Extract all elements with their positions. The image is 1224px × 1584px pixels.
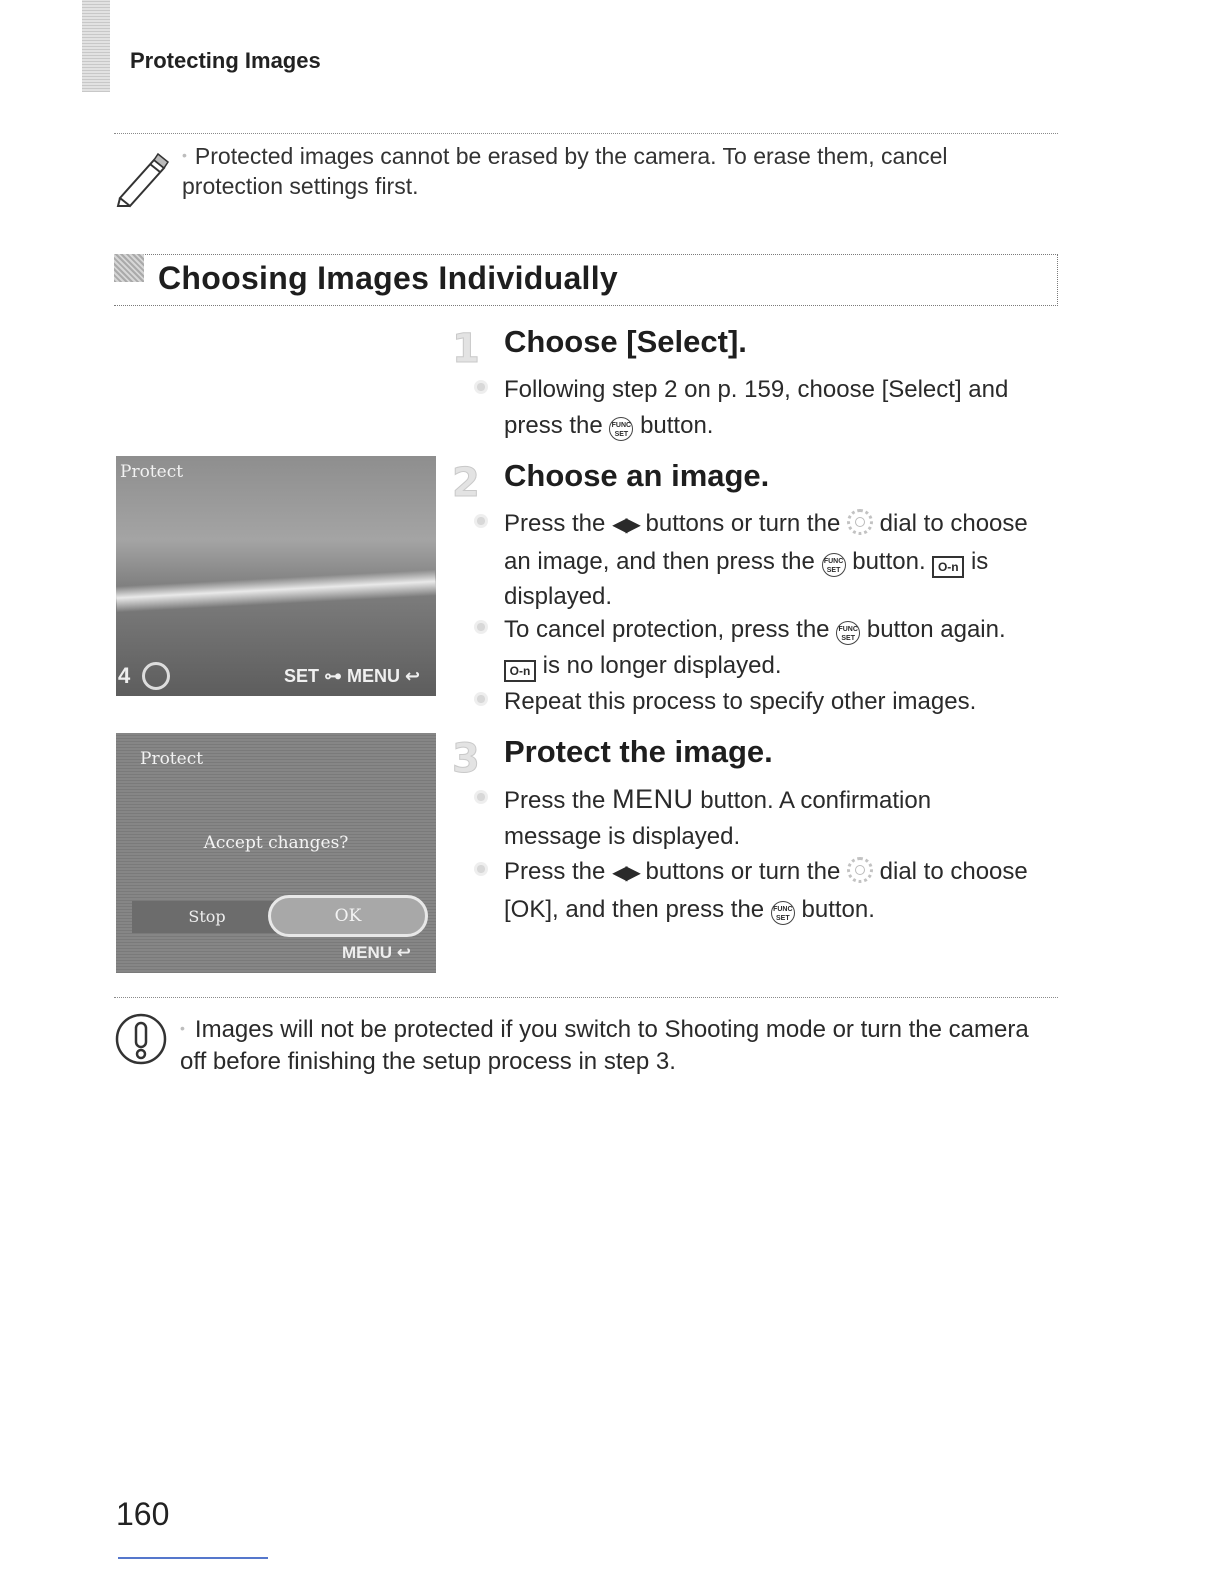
running-header: Protecting Images — [130, 48, 321, 73]
divider-top — [114, 133, 1058, 134]
note-body: Protected images cannot be erased by the camera. To erase them, cancel protection settings first. — [182, 143, 948, 199]
func-set-button-icon — [771, 901, 795, 925]
screen2-menu-return: MENU ↩ — [342, 943, 412, 962]
step-2-bullet-3 — [504, 684, 1064, 720]
header-side-bar — [82, 0, 110, 92]
func-icon-top: FUNC — [773, 905, 793, 913]
left-right-arrows-icon: ◀▶ — [612, 862, 639, 884]
section-heading-tab — [114, 254, 144, 282]
text-run: dial to choose [OK], and then press the — [504, 858, 1028, 923]
bullet-dot — [474, 692, 488, 706]
camera-screen-accept-changes — [116, 733, 436, 973]
caution-bullet: • — [180, 1020, 185, 1036]
dial-indicator-icon — [142, 662, 170, 690]
step-2-bullet-1 — [504, 506, 1044, 615]
control-dial-icon — [847, 509, 873, 535]
menu-button-label: MENU — [612, 784, 694, 814]
func-icon-bottom: SET — [841, 635, 855, 642]
text-run: Press the — [504, 510, 606, 537]
func-icon-top: FUNC — [611, 421, 632, 429]
step-2-heading: Choose an image. — [504, 458, 770, 493]
note-bullet: • — [182, 147, 187, 163]
step-3-number: 3 — [452, 736, 480, 782]
camera-screen-protect-select — [116, 456, 436, 696]
text-run: is no longer displayed. — [542, 651, 782, 679]
func-icon-bottom: SET — [826, 566, 841, 574]
step-3-bullet-1 — [504, 782, 1024, 854]
screen1-bottom-right: SET ⊶ MENU ↩ — [284, 666, 421, 686]
func-icon-top: FUNC — [838, 626, 858, 633]
step-1-bullet-1 — [504, 372, 1044, 443]
text-run: Press the — [504, 787, 606, 814]
text-run: button. — [801, 895, 875, 923]
step-1-number: 1 — [452, 326, 480, 372]
caution-icon — [114, 1012, 168, 1066]
text-run: Repeat this process to specify other images. — [504, 688, 977, 715]
func-set-button-icon — [822, 553, 846, 577]
func-icon-bottom: SET — [776, 914, 790, 922]
control-dial-icon — [847, 857, 873, 883]
text-run: Following step 2 on p. 159, choose [Select] and press the — [504, 376, 1009, 439]
func-icon-bottom: SET — [614, 430, 629, 438]
protect-key-icon: O-n — [504, 660, 536, 682]
step-3-heading: Protect the image. — [504, 734, 773, 769]
text-run: button. A confirmation message is displayed. — [504, 787, 932, 850]
text-run: button. — [640, 411, 714, 439]
bullet-dot — [474, 790, 488, 804]
text-run: button. — [852, 547, 926, 575]
text-run: is displayed. — [504, 547, 989, 610]
protect-key-icon: O-n — [932, 556, 964, 578]
screen2-message: Accept changes? — [203, 833, 349, 853]
note-text — [182, 140, 1022, 201]
step-2-bullet-2 — [504, 612, 1044, 683]
text-run: buttons or turn the — [645, 858, 841, 885]
screen2-stop-option: Stop — [132, 901, 282, 933]
page-number-underline — [118, 1557, 268, 1559]
step-1-heading: Choose [Select]. — [504, 324, 747, 359]
bullet-dot — [474, 620, 488, 634]
caution-text — [180, 1012, 1050, 1078]
section-title: Choosing Images Individually — [158, 260, 619, 296]
func-set-button-icon — [609, 417, 633, 441]
screen1-bottom-left: 4 — [118, 663, 131, 688]
step-2-number: 2 — [452, 460, 480, 506]
screen2-label: Protect — [140, 749, 204, 769]
bullet-dot — [474, 380, 488, 394]
left-right-arrows-icon: ◀▶ — [612, 514, 639, 536]
bullet-dot — [474, 862, 488, 876]
func-set-button-icon — [836, 621, 860, 645]
pencil-icon — [110, 148, 174, 208]
func-icon-top: FUNC — [823, 557, 844, 565]
text-run: dial to choose an image, and then press the — [504, 510, 1028, 575]
text-run: To cancel protection, press the — [504, 616, 830, 643]
text-run: button again. — [866, 616, 1006, 643]
screen-image-streak — [116, 570, 436, 613]
page-number: 160 — [116, 1496, 170, 1532]
divider-bottom — [114, 997, 1058, 998]
text-run: Press the — [504, 858, 606, 885]
step-3-bullet-2 — [504, 854, 1054, 927]
caution-body: Images will not be protected if you switch to Shooting mode or turn the camera off before finishing the setup process in step 3. — [180, 1016, 1029, 1075]
text-run: buttons or turn the — [645, 510, 841, 537]
screen1-label: Protect — [120, 462, 184, 482]
screen2-ok-option: OK — [268, 895, 428, 937]
bullet-dot — [474, 514, 488, 528]
